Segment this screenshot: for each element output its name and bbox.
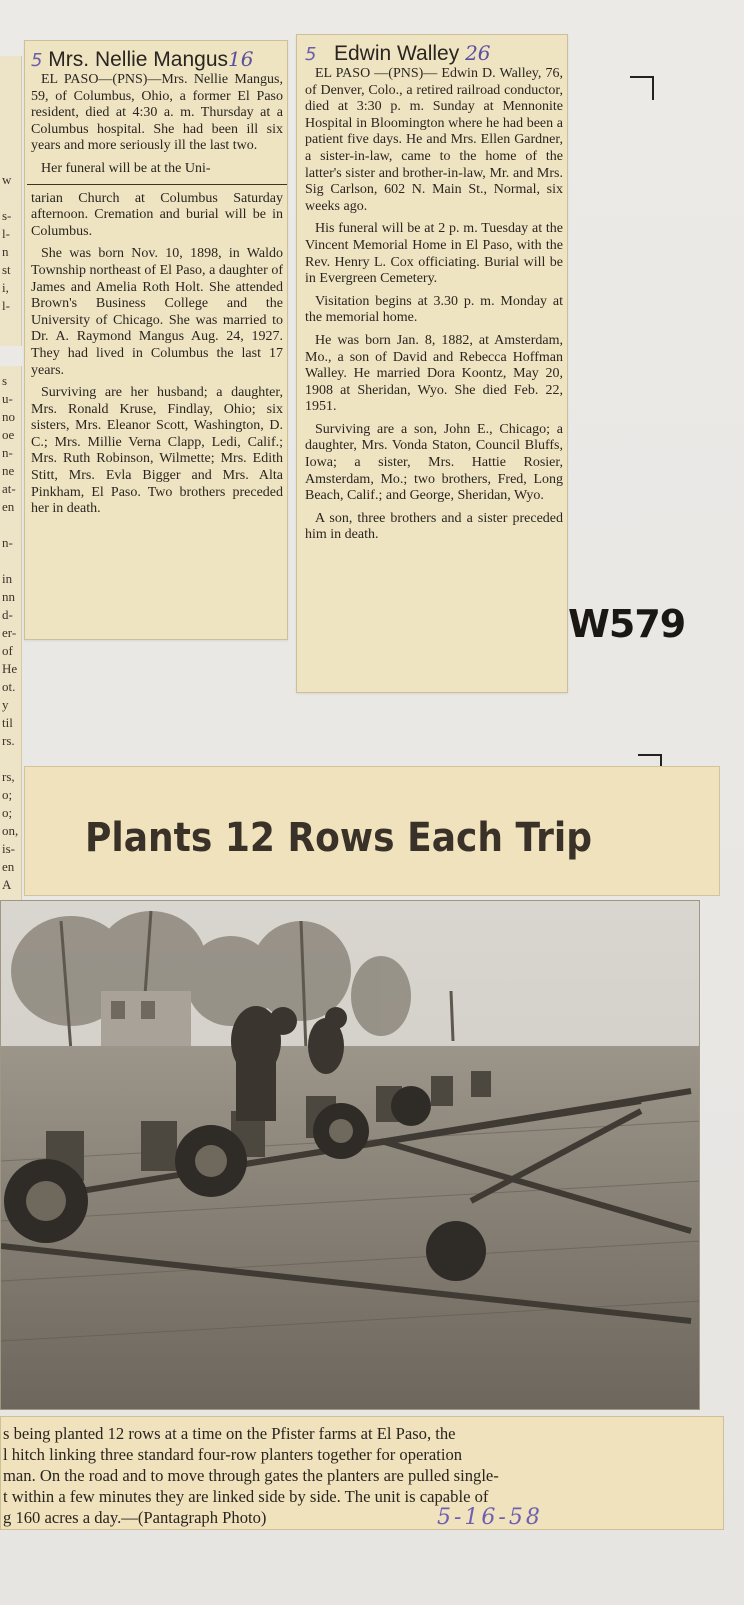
archive-code-label: W579 [568,602,686,646]
fragment-text: rs, [2,769,15,784]
fragment-text: n- [2,445,13,460]
fragment-text [0,516,21,534]
fragment-text: i, [2,280,9,295]
fragment-text: n [2,244,9,259]
caption-line: l hitch linking three standard four-row planters together for operation [3,1445,463,1464]
fragment-text: w [2,172,12,187]
obituary-paragraph: Surviving are her husband; a daughter, Mrs. Ronald Kruse, Findlay, Ohio; six sisters, Mrs. Eleanor Scott, Washington, D. C.; Mrs. Millie Verna Clapp, Ledi, Calif.; Mrs. Ruth Robinson, Wilmette; Mrs. Edith Stitt, Mrs. Evla Bigger and Mrs. Alta Pinkham, El Paso. Two brothers preceded her in death. [31,385,283,517]
fragment-text: n- [2,535,13,550]
handwritten-number: 5 [31,50,43,71]
handwritten-annotation: 16 [228,47,254,71]
obituary-walley-heading [305,41,563,66]
obituary-paragraph: He was born Jan. 8, 1882, at Amsterdam, Mo., a son of David and Rebecca Hoffman Walley. He married Dora Koontz, May 20, 1908 at Sheridan, Wyo. She died Feb. 22, 1951. [305,332,563,415]
obituary-mangus [24,40,288,640]
caption-line: t within a few minutes they are linked side by side. The unit is capable of [3,1487,489,1506]
fragment-text: s [2,373,8,388]
fragment-text: of [2,643,13,658]
handwritten-number: 5 [305,44,317,65]
fragment-text: y [2,697,9,712]
caption-line: man. On the road and to move through gates the planters are pulled single- [3,1466,499,1485]
fragment-text: He [2,661,18,676]
fragment-text: o; [2,787,13,802]
obituary-paragraph: tarian Church at Columbus Saturday afternoon. Cremation and burial will be in Columbus. [31,190,283,239]
fragment-text: oe [2,427,15,442]
fragment-text [0,750,21,768]
fragment-text: nn [2,589,15,604]
obituary-paragraph: Her funeral will be at the Uni- [41,160,211,176]
obituary-paragraph: His funeral will be at 2 p. m. Tuesday at the Vincent Memorial Home in El Paso, with the Rev. Henry L. Cox officiating. Burial will be in Evergreen Cemetery. [305,221,563,287]
fragment-text: on, [2,823,19,838]
fragment-text: l- [2,226,10,241]
crop-mark-icon [630,76,654,100]
obituary-paragraph: Surviving are a son, John E., Chicago; a daughter, Mrs. Vonda Staton, Council Bluffs, Iowa; a sister, Mrs. Hattie Rosier, Amsterdam, Mo.; two brothers, Fred, Long Beach, Calif.; and George, Sheridan, Wyo. [305,421,563,504]
obituary-walley-name: Edwin Walley [333,42,460,65]
obituary-paragraph: She was born Nov. 10, 1898, in Waldo Township northeast of El Paso, a daughter of James and Amelia Roth Holt. She attended Brown's Business College and the University of Chicago. She was married to Dr. A. Raymond Mangus Aug. 24, 1927. They had lived in Columbus the last 17 years. [31,246,283,378]
fragment-text: rs. [2,733,15,748]
fragment-text: no [2,409,15,424]
fragment-text: l- [2,298,10,313]
fragment-text: ne [2,463,15,478]
fragment-text: til [2,715,13,730]
handwritten-annotation: 26 [465,41,491,65]
fragment-text: d- [2,607,13,622]
obituary-mangus-name: Mrs. Nellie Mangus [48,48,229,71]
obituary-paragraph: EL PASO—(PNS)—Mrs. Nellie Mangus, 59, of Columbus, Ohio, a former El Paso resident, died at 4:30 a. m. Thursday at a Columbus hospital. She had been ill six years and more seriously ill the last two. [31,72,283,154]
fragment-text: o; [2,805,13,820]
fragment-text: in [2,571,13,586]
headline-clipping [24,766,720,896]
fragment-text [0,552,21,570]
headline: Plants 12 Rows Each Trip [85,815,592,861]
fragment-text: is- [2,841,15,856]
fragment-text: ot. [2,679,16,694]
left-column-fragment-top [0,56,22,346]
caption-line: g 160 acres a day.—(Pantagraph Photo) [3,1508,267,1527]
obituary-paragraph: A son, three brothers and a sister preceded him in death. [305,510,563,543]
fragment-text: u- [2,391,13,406]
fragment-text: A [2,877,12,892]
fragment-text: en [2,859,15,874]
photo-caption [0,1416,724,1530]
obituary-mangus-heading [31,47,283,72]
fragment-text: er- [2,625,17,640]
fragment-text: st [2,262,11,277]
fragment-text: en [2,499,15,514]
obituary-paragraph: EL PASO —(PNS)— Edwin D. Walley, 76, of Denver, Colo., a retired railroad conductor, died at 3:30 p. m. Sunday at Mennonite Hospital in Bloomington where he had been a patient five days. He and Mrs. Ellen Gardner, a sister-in-law, came to the home of the latter's sister and brother-in-law, Mr. and Mrs. Sig Carlson, 602 N. Main St., Normal, six weeks ago. [305,66,563,214]
column-rule [27,184,287,185]
obituary-walley [296,34,568,693]
fragment-text [0,189,21,207]
fragment-text: at- [2,481,16,496]
caption-line: s being planted 12 rows at a time on the Pfister farms at El Paso, the [3,1424,456,1443]
fragment-text: s- [2,208,12,223]
handwritten-date: 5-16-58 [437,1505,543,1530]
obituary-paragraph: Visitation begins at 3.30 p. m. Monday at the memorial home. [305,293,563,326]
planter-photo-image [1,901,700,1410]
planter-photo [0,900,700,1410]
